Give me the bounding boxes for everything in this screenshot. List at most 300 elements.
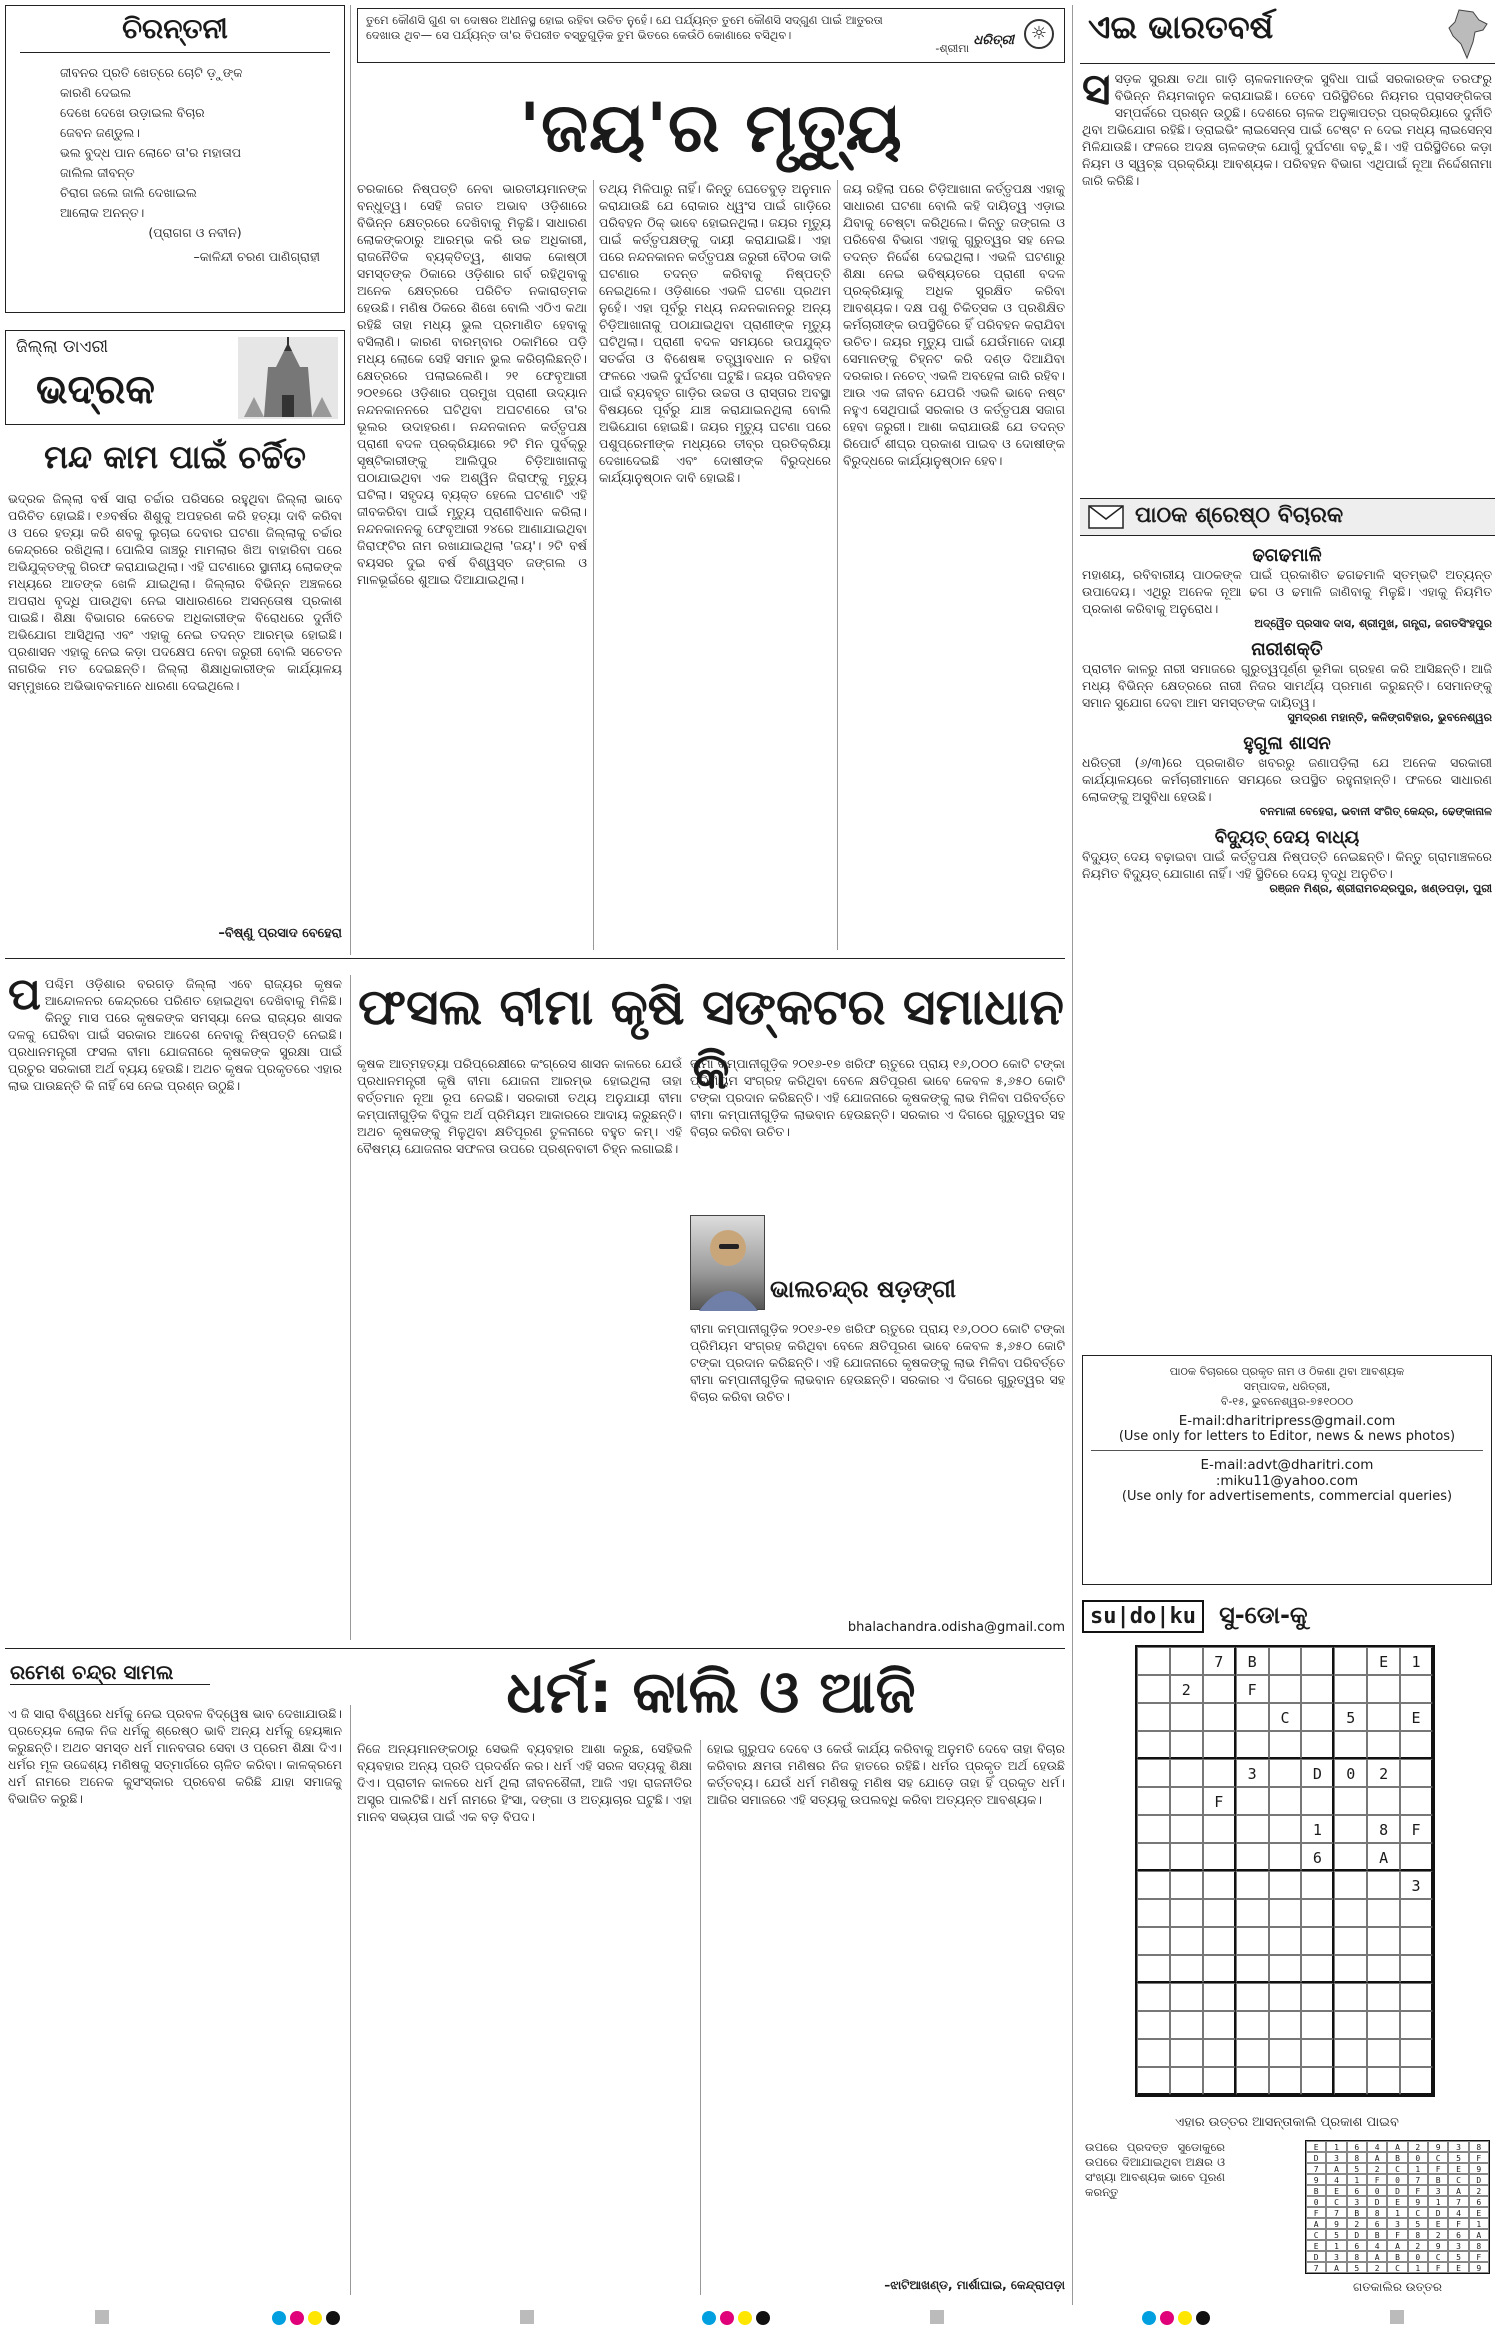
answer-cell: E	[1448, 2163, 1468, 2174]
sudoku-cell[interactable]	[1269, 2011, 1302, 2039]
top-quote-line2: ଦେଖାଉ ଥିବ— ସେ ପର୍ଯ୍ୟନ୍ତ ତା'ର ବିପରୀତ ବସ୍ତୁଗୁଡ଼ିକ ତୁମ ଭିତରେ କେଉଁଠି କୋଣାରେ ବସିଥିବ।	[366, 28, 792, 42]
sudoku-cell[interactable]	[1334, 2039, 1367, 2067]
sudoku-yesterday-label: ଗତକାଲିର ଉତ୍ତର	[1353, 2280, 1442, 2294]
answer-cell: 1	[1326, 2141, 1346, 2152]
sudoku-cell[interactable]: F	[1203, 1787, 1236, 1815]
sudoku-cell[interactable]	[1203, 1899, 1236, 1927]
sudoku-cell[interactable]	[1400, 1787, 1433, 1815]
district-diary-text: ଭଦ୍ରକ ଜିଲ୍ଲା ବର୍ଷ ସାରା ଚର୍ଚ୍ଚାର ପରିସରେ ରହୁଥିବା ଜିଲ୍ଲା ଭାବେ ପରିଚିତ ହୋଇଛି। ୧୬ବର୍ଷର ଶିଶୁକୁ ଅପହରଣ କରି ହତ୍ୟା ଦାବି କରିବା ଓ ପରେ ହତ୍ୟା କରି ଶବକୁ ଲୁଚାଇ ଦେବାର ଘଟଣା ଜିଲ୍ଲାକୁ ଚର୍ଚ୍ଚାର କେନ୍ଦ୍ରରେ ରଖିଥିଲା। ପୋଲିସ ଜାଞ୍ଚରୁ ମାମଲାର ଖିଅ ବାହାରିବା ପରେ ଅଭିଯୁକ୍ତଙ୍କୁ ଗିରଫ କରାଯାଇଥିଲା। ଏହି ଘଟଣାରେ ସ୍ଥାନୀୟ ଲୋକଙ୍କ ମଧ୍ୟରେ ଆତଙ୍କ ଖେଳି ଯାଇଥିଲା। ଜିଲ୍ଲାର ବିଭିନ୍ନ ଅଞ୍ଚଳରେ ଅପରାଧ ବୃଦ୍ଧି ପାଉଥିବା ନେଇ ସାଧାରଣରେ ଅସନ୍ତୋଷ ପ୍ରକାଶ ପାଇଛି। ଶିକ୍ଷା ବିଭାଗର କେତେକ ଅଧିକାରୀଙ୍କ ବିରୋଧରେ ଦୁର୍ନୀତି ଅଭିଯୋଗ ଆସିଥିଲା ଏବଂ ଏହାକୁ ନେଇ ତଦନ୍ତ ଆରମ୍ଭ ହୋଇଛି। ପ୍ରଶାସନ ଏହାକୁ ନେଇ କଡ଼ା ପଦକ୍ଷେପ ନେବା ଜରୁରୀ ବୋଲି ସଚେତନ ନାଗରିକ ମତ ଦେଇଛନ୍ତି। ଜିଲ୍ଲା ଶିକ୍ଷାଧିକାରୀଙ୍କ କାର୍ଯ୍ୟାଳୟ ସମ୍ମୁଖରେ ଅଭିଭାବକମାନେ ଧାରଣା ଦେଇଥିଲେ।	[8, 491, 342, 693]
answer-cell: A	[1367, 2251, 1387, 2262]
sudoku-cell[interactable]	[1334, 1899, 1367, 1927]
sudoku-cell[interactable]: 3	[1236, 1759, 1269, 1787]
sudoku-cell[interactable]	[1269, 1927, 1302, 1955]
sudoku-cell[interactable]	[1170, 2067, 1203, 2095]
sudoku-cell[interactable]	[1334, 1955, 1367, 1983]
author-photo	[690, 1215, 765, 1310]
answer-cell: C	[1428, 2251, 1448, 2262]
sudoku-cell[interactable]	[1236, 2067, 1269, 2095]
sudoku-cell[interactable]	[1137, 1759, 1170, 1787]
dharma-col2-text: ନିଜେ ଅନ୍ୟମାନଙ୍କଠାରୁ ସେଭଳି ବ୍ୟବହାର ଆଶା କରୁଛ, ସେହିଭଳି ବ୍ୟବହାର ଅନ୍ୟ ପ୍ରତି ପ୍ରଦର୍ଶନ କର। ଧର୍ମ ଏହି ସରଳ ସତ୍ୟକୁ ଶିକ୍ଷା ଦିଏ। ପ୍ରାଚୀନ କାଳରେ ଧର୍ମ ଥିଲା ଜୀବନଶୈଳୀ, ଆଜି ଏହା ରାଜନୀତିର ଅସ୍ତ୍ର ପାଲଟିଛି। ଧର୍ମ ନାମରେ ହିଂସା, ଦଙ୍ଗା ଓ ଅତ୍ୟାଚାର ଘଟୁଛି। ଏହା ମାନବ ସଭ୍ୟତା ପାଇଁ ଏକ ବଡ଼ ବିପଦ।	[357, 1741, 692, 1824]
crop-story-col3-text: ବୀମା କମ୍ପାନୀଗୁଡ଼ିକ ୨୦୧୬-୧୭ ଖରିଫ ଋତୁରେ ପ୍ରାୟ ୧୬,୦୦୦ କୋଟି ଟଙ୍କା ପ୍ରିମିୟମ ସଂଗ୍ରହ କରିଥିବା ବେଳେ କ୍ଷତିପୂରଣ ଭାବେ କେବଳ ୫,୬୫୦ କୋଟି ଟଙ୍କା ପ୍ରଦାନ କରିଛନ୍ତି। ଏହି ଯୋଜନାରେ କୃଷକଙ୍କୁ ଲାଭ ମିଳିବା ପରିବର୍ତ୍ତେ ବୀମା କମ୍ପାନୀଗୁଡ଼ିକ ଲାଭବାନ ହେଉଛନ୍ତି। ସରକାର ଏ ଦିଗରେ ଗୁରୁତ୍ୱର ସହ ବିଚାର କରିବା ଉଚିତ।	[690, 1056, 1065, 1139]
sudoku-cell[interactable]	[1334, 1927, 1367, 1955]
sudoku-cell[interactable]	[1203, 2011, 1236, 2039]
letter-body: ବିଦ୍ୟୁତ୍ ଦେୟ ବଢ଼ାଇବା ପାଇଁ କର୍ତ୍ତୃପକ୍ଷ ନିଷ୍ପତ୍ତି ନେଇଛନ୍ତି। କିନ୍ତୁ ଗ୍ରାମାଞ୍ଚଳରେ ନିୟମିତ ବିଦ୍ୟୁତ୍ ଯୋଗାଣ ନାହିଁ। ଏହି ସ୍ଥିତିରେ ଦେୟ ବୃଦ୍ଧି ଅନୁଚିତ।	[1082, 849, 1492, 881]
answer-cell: A	[1387, 2141, 1407, 2152]
sudoku-cell[interactable]	[1203, 1675, 1236, 1703]
sudoku-cell[interactable]	[1137, 2011, 1170, 2039]
sudoku-cell[interactable]	[1269, 1647, 1302, 1675]
sudoku-cell[interactable]: B	[1236, 1647, 1269, 1675]
letter-body: ଧରିତ୍ରୀ (୬/୩)ରେ ପ୍ରକାଶିତ ଖବରରୁ ଜଣାପଡ଼ିଲା ଯେ ଅନେକ ସରକାରୀ କାର୍ଯ୍ୟାଳୟରେ କର୍ମଚାରୀମାନେ ସମୟରେ ଉପସ୍ଥିତ ରହୁନାହାନ୍ତି। ଫଳରେ ସାଧାରଣ ଲୋକଙ୍କୁ ଅସୁବିଧା ହେଉଛି।	[1082, 755, 1492, 804]
sudoku-cell[interactable]	[1301, 1955, 1334, 1983]
sudoku-cell[interactable]	[1269, 1983, 1302, 2011]
sudoku-header	[1082, 1600, 1492, 1638]
sudoku-cell[interactable]	[1400, 1675, 1433, 1703]
sudoku-cell[interactable]	[1269, 1899, 1302, 1927]
letter-item	[1082, 733, 1492, 819]
letter-body: ମହାଶୟ, ରବିବାରୀୟ ପାଠକଙ୍କ ପାଇଁ ପ୍ରକାଶିତ ଢଗଢମାଳି ସ୍ତମ୍ଭଟି ଅତ୍ୟନ୍ତ ଉପାଦେୟ। ଏଥିରୁ ଅନେକ ନୂଆ ଢଗ ଓ ଢମାଳି ଜାଣିବାକୁ ମିଳୁଛି। ଏହାକୁ ନିୟମିତ ପ୍ରକାଶ କରିବାକୁ ଅନୁରୋଧ।	[1082, 567, 1492, 616]
sudoku-cell[interactable]	[1301, 1787, 1334, 1815]
answer-cell: 1	[1326, 2240, 1346, 2251]
sudoku-cell[interactable]	[1236, 1843, 1269, 1871]
registration-bar	[930, 2310, 944, 2324]
answer-cell: 4	[1326, 2174, 1346, 2185]
answer-cell: 0	[1367, 2185, 1387, 2196]
sudoku-cell[interactable]	[1301, 1731, 1334, 1759]
district-name: ଭଦ୍ରକ	[36, 367, 155, 413]
district-diary-headline: ମନ୍ଦ କାମ ପାଇଁ ଚର୍ଚ୍ଚିତ	[44, 438, 306, 476]
answer-cell: D	[1306, 2152, 1326, 2163]
sudoku-cell[interactable]: 7	[1203, 1647, 1236, 1675]
sudoku-cell[interactable]	[1269, 1815, 1302, 1843]
sudoku-cell[interactable]	[1203, 1843, 1236, 1871]
sudoku-cell[interactable]: F	[1400, 1815, 1433, 1843]
sudoku-cell[interactable]	[1269, 1955, 1302, 1983]
sudoku-cell[interactable]	[1236, 1787, 1269, 1815]
answer-cell: A	[1326, 2262, 1346, 2273]
answer-cell: 7	[1306, 2163, 1326, 2174]
dharma-col2	[357, 1740, 692, 2295]
sudoku-cell[interactable]	[1137, 1983, 1170, 2011]
poem-line: ଆଲୋକ ଅନନ୍ତ।	[60, 205, 145, 220]
chirantani-box	[5, 5, 345, 313]
sudoku-cell[interactable]	[1203, 1815, 1236, 1843]
dharma-byline: ରମେଶ ଚନ୍ଦ୍ର ସାମଲ	[10, 1660, 210, 1685]
answer-cell: 8	[1367, 2207, 1387, 2218]
registration-bar	[1390, 2310, 1404, 2324]
answer-cell: 3	[1326, 2152, 1346, 2163]
registration-dots	[700, 2310, 772, 2329]
answer-cell: 5	[1448, 2152, 1468, 2163]
sudoku-cell[interactable]	[1400, 2039, 1433, 2067]
sudoku-cell[interactable]	[1334, 1815, 1367, 1843]
sudoku-cell[interactable]	[1137, 1647, 1170, 1675]
sudoku-cell[interactable]	[1400, 1927, 1433, 1955]
sudoku-cell[interactable]	[1236, 1983, 1269, 2011]
sudoku-cell[interactable]	[1269, 1759, 1302, 1787]
sudoku-cell[interactable]	[1203, 2039, 1236, 2067]
district-diary-header	[5, 330, 345, 425]
answer-cell: 7	[1408, 2174, 1428, 2185]
lead-story-col3	[843, 180, 1065, 950]
sudoku-cell[interactable]	[1301, 2039, 1334, 2067]
answer-cell: 3	[1387, 2218, 1407, 2229]
sudoku-cell[interactable]	[1301, 1899, 1334, 1927]
sudoku-cell[interactable]	[1301, 1675, 1334, 1703]
print-registration-marks	[0, 2310, 1500, 2330]
answer-cell: A	[1306, 2218, 1326, 2229]
sudoku-cell[interactable]	[1170, 1927, 1203, 1955]
sudoku-cell[interactable]	[1170, 1871, 1203, 1899]
sudoku-cell[interactable]	[1334, 2011, 1367, 2039]
sudoku-cell[interactable]: 6	[1301, 1843, 1334, 1871]
letter-author: ଅଦ୍ୱୈତ ପ୍ରସାଦ ଦାସ, ଶ୍ରୀମୁଖ, ଗନ୍ତ୍ରା, ଜଗତସିଂହପୁର	[1254, 617, 1492, 630]
sudoku-cell[interactable]: 1	[1301, 1815, 1334, 1843]
sun-emblem-icon: ☼	[1024, 19, 1054, 49]
answer-cell: B	[1306, 2185, 1326, 2196]
sudoku-cell[interactable]	[1137, 1703, 1170, 1731]
sudoku-cell[interactable]	[1301, 1703, 1334, 1731]
sudoku-cell[interactable]	[1400, 1759, 1433, 1787]
sudoku-cell[interactable]: A	[1367, 1843, 1400, 1871]
sudoku-cell[interactable]	[1367, 1927, 1400, 1955]
answer-cell: E	[1387, 2196, 1407, 2207]
answer-cell: 9	[1408, 2196, 1428, 2207]
email-commercial[interactable]: :miku11@yahoo.com	[1215, 1473, 1359, 1489]
answer-cell: A	[1469, 2229, 1489, 2240]
answer-cell: F	[1387, 2229, 1407, 2240]
sudoku-cell[interactable]	[1367, 1787, 1400, 1815]
letter-author: ବନମାଳୀ ବେହେରା, ଭବାନୀ ସଂଗିତ୍ କେନ୍ଦ୍ର, ଢେଙ୍କାନାଳ	[1259, 805, 1492, 818]
sudoku-cell[interactable]	[1236, 1815, 1269, 1843]
answer-cell: 7	[1448, 2196, 1468, 2207]
answer-cell: 9	[1326, 2218, 1346, 2229]
email-commercial-note: (Use only for advertisements, commercial queries)	[1121, 1489, 1453, 1504]
sudoku-cell[interactable]: 2	[1170, 1675, 1203, 1703]
sudoku-cell[interactable]	[1301, 1647, 1334, 1675]
answer-cell: F	[1469, 2251, 1489, 2262]
sudoku-cell[interactable]	[1170, 1843, 1203, 1871]
email-editor-note: (Use only for letters to Editor, news & news photos)	[1118, 1429, 1456, 1444]
sudoku-cell[interactable]: 3	[1400, 1871, 1433, 1899]
sudoku-cell[interactable]	[1334, 1731, 1367, 1759]
sudoku-cell[interactable]	[1367, 1955, 1400, 1983]
sudoku-cell[interactable]	[1367, 2011, 1400, 2039]
answer-cell: B	[1347, 2207, 1367, 2218]
answer-cell: 9	[1428, 2141, 1448, 2152]
answer-cell: 1	[1408, 2262, 1428, 2273]
sudoku-cell[interactable]	[1269, 1871, 1302, 1899]
answer-cell: B	[1428, 2174, 1448, 2185]
answer-cell: 4	[1367, 2240, 1387, 2251]
sudoku-cell[interactable]	[1334, 1983, 1367, 2011]
sudoku-cell[interactable]	[1236, 1703, 1269, 1731]
sudoku-cell[interactable]: 2	[1367, 1759, 1400, 1787]
answer-cell: 5	[1326, 2229, 1346, 2240]
answer-cell: 3	[1448, 2240, 1468, 2251]
sudoku-cell[interactable]	[1301, 2067, 1334, 2095]
letter-author: ରଞ୍ଜନ ମିଶ୍ର, ଶ୍ରୀରାମଚନ୍ଦ୍ରପୁର, ଖଣ୍ଡପଡ଼ା, ପୁରୀ	[1269, 882, 1492, 895]
sudoku-cell[interactable]: F	[1236, 1675, 1269, 1703]
sudoku-cell[interactable]	[1137, 1787, 1170, 1815]
answer-cell: 0	[1387, 2174, 1407, 2185]
sudoku-cell[interactable]	[1137, 2067, 1170, 2095]
answer-cell: C	[1428, 2152, 1448, 2163]
envelope-icon	[1088, 505, 1124, 533]
crop-story-col2	[357, 1055, 682, 1640]
contact-line: ସମ୍ପାଦକ, ଧରିତ୍ରୀ,	[1243, 1380, 1331, 1393]
sudoku-cell[interactable]	[1137, 1955, 1170, 1983]
poem-line: ଜୀବନର ପ୍ରତି ଖେତ୍ରେ ଚୋଟି ଡ଼ୁଙ୍କ	[60, 65, 243, 80]
contact-line: ପାଠକ ବିଚାରରେ ପ୍ରକୃତ ନାମ ଓ ଠିକଣା ଥିବା ଆବଶ୍ୟକ	[1169, 1365, 1405, 1378]
sudoku-cell[interactable]	[1170, 1955, 1203, 1983]
sudoku-cell[interactable]	[1367, 1675, 1400, 1703]
answer-cell: 6	[1347, 2240, 1367, 2251]
letter-item	[1082, 827, 1492, 896]
answer-cell: 4	[1448, 2207, 1468, 2218]
sudoku-cell[interactable]	[1170, 2039, 1203, 2067]
answer-cell: B	[1387, 2152, 1407, 2163]
answer-cell: C	[1387, 2262, 1407, 2273]
letters-list	[1082, 545, 1492, 1345]
answer-cell: A	[1387, 2240, 1407, 2251]
crop-story-headline: ଫସଲ ବୀମା କୃଷି ସଙ୍କଟର ସମାଧାନ କି	[358, 978, 1064, 1100]
sudoku-cell[interactable]	[1203, 1703, 1236, 1731]
answer-cell: 9	[1428, 2240, 1448, 2251]
sudoku-instructions-text: ଉପରେ ପ୍ରଦତ୍ତ ସୁଡୋକୁରେ ଉପରେ ଦିଆଯାଇଥିବା ଅକ୍ଷର ଓ ସଂଖ୍ୟା ଆବଶ୍ୟକ ଭାବେ ପୂରଣ କରନ୍ତୁ	[1085, 2140, 1225, 2199]
sudoku-cell[interactable]: 5	[1334, 1703, 1367, 1731]
sudoku-cell[interactable]	[1170, 1899, 1203, 1927]
answer-cell: F	[1469, 2152, 1489, 2163]
sudoku-cell[interactable]	[1170, 1731, 1203, 1759]
sudoku-cell[interactable]	[1334, 1843, 1367, 1871]
sudoku-cell[interactable]	[1203, 1927, 1236, 1955]
answer-cell: 1	[1428, 2196, 1448, 2207]
contact-box	[1082, 1355, 1492, 1585]
sudoku-cell[interactable]	[1400, 1843, 1433, 1871]
sudoku-cell[interactable]	[1137, 1899, 1170, 1927]
sudoku-cell[interactable]	[1203, 2067, 1236, 2095]
sudoku-cell[interactable]	[1367, 1731, 1400, 1759]
letter-title: ଢଗଢମାଳି	[1252, 545, 1322, 566]
sudoku-cell[interactable]	[1400, 2067, 1433, 2095]
sudoku-cell[interactable]: E	[1367, 1647, 1400, 1675]
sudoku-cell[interactable]	[1137, 1731, 1170, 1759]
answer-cell: F	[1306, 2207, 1326, 2218]
answer-cell: C	[1408, 2207, 1428, 2218]
answer-cell: F	[1367, 2174, 1387, 2185]
sudoku-cell[interactable]	[1334, 1787, 1367, 1815]
sudoku-cell[interactable]	[1334, 2067, 1367, 2095]
lead-story-col1	[357, 180, 587, 950]
email-advt[interactable]: E-mail:advt@dharitri.com	[1200, 1457, 1374, 1473]
answer-cell: E	[1306, 2141, 1326, 2152]
divider	[1091, 1450, 1483, 1451]
answer-cell: F	[1448, 2218, 1468, 2229]
answer-cell: 8	[1408, 2229, 1428, 2240]
sudoku-cell[interactable]	[1269, 1675, 1302, 1703]
sudoku-cell[interactable]	[1170, 1647, 1203, 1675]
sudoku-cell[interactable]	[1400, 2011, 1433, 2039]
registration-bar	[95, 2310, 109, 2324]
district-diary-label: ଜିଲ୍ଲା ଡାଏରୀ	[16, 337, 109, 357]
answer-cell: 8	[1469, 2141, 1489, 2152]
sudoku-cell[interactable]: 8	[1367, 1815, 1400, 1843]
sudoku-cell[interactable]	[1236, 2039, 1269, 2067]
sudoku-cell[interactable]	[1400, 1983, 1433, 2011]
poem-line: ଦେଖେ ଦେଖେ ଉଡ଼ାଇଲ ବିଚାର	[60, 105, 205, 120]
crop-story-col2-text: କୃଷକ ଆତ୍ମହତ୍ୟା ପରିପ୍ରେକ୍ଷୀରେ କଂଗ୍ରେସ ଶାସନ କାଳରେ ଯେଉଁ ପ୍ରଧାନମନ୍ତ୍ରୀ କୃଷି ବୀମା ଯୋଜନା ଆରମ୍ଭ ହୋଇଥିଲା ତାହା ବର୍ତ୍ତମାନ ନୂଆ ରୂପ ନେଇଛି। ସରକାରୀ ତଥ୍ୟ ଅନୁଯାୟୀ ବୀମା କମ୍ପାନୀଗୁଡ଼ିକ ବିପୁଳ ଅର୍ଥ ପ୍ରିମିୟମ ଆକାରରେ ଆଦାୟ କରୁଛନ୍ତି। ଅଥଚ କୃଷକଙ୍କୁ ମିଳୁଥିବା କ୍ଷତିପୂରଣ ତୁଳନାରେ ବହୁତ କମ୍। ଏହି ବୈଷମ୍ୟ ଯୋଜନାର ସଫଳତା ଉପରେ ପ୍ରଶ୍ନବାଚୀ ଚିହ୍ନ ଲଗାଇଛି।	[357, 1056, 682, 1156]
top-quote-line1: ତୁମେ କୌଣସି ଗୁଣ ବା ଦୋଷର ଅଧୀନସ୍ଥ ହୋଇ ରହିବା ଉଚିତ ନୁହେଁ। ଯେ ପର୍ଯ୍ୟନ୍ତ ତୁମେ କୌଣସି ସଦ୍ଗୁଣ ପାଇଁ ଆତୁରତା	[366, 13, 883, 27]
poem-line: ଜାଲିଲ ଜୀବନ୍ତ	[60, 165, 135, 180]
answer-cell: E	[1448, 2262, 1468, 2273]
answer-cell: 6	[1448, 2229, 1468, 2240]
sudoku-cell[interactable]	[1137, 1843, 1170, 1871]
sudoku-cell[interactable]	[1137, 2039, 1170, 2067]
sudoku-cell[interactable]	[1269, 2039, 1302, 2067]
dharma-col3-text: ହୋଇ ଗୁରୁପଦ ଦେବେ ଓ କେଉଁ କାର୍ଯ୍ୟ କରିବାକୁ ଅନୁମତି ଦେବେ ତାହା ବିଚାର କରିବାର କ୍ଷମତା ମଣିଷର ନିଜ ହାତରେ ରହିଛି। ଧର୍ମର ପ୍ରକୃତ ଅର୍ଥ ହେଉଛି କର୍ତ୍ତବ୍ୟ। ଯେଉଁ ଧର୍ମ ମଣିଷକୁ ମଣିଷ ସହ ଯୋଡ଼େ ତାହା ହିଁ ପ୍ରକୃତ ଧର୍ମ। ଆଜିର ସମାଜରେ ଏହି ସତ୍ୟକୁ ଉପଲବ୍ଧି କରିବା ଅତ୍ୟନ୍ତ ଆବଶ୍ୟକ।	[707, 1741, 1065, 1807]
answer-cell: 2	[1469, 2185, 1489, 2196]
crop-story-col1-text: ପଶ୍ଚିମ ଓଡ଼ିଶାର ବରଗଡ଼ ଜିଲ୍ଲା ଏବେ ରାଜ୍ୟର କୃଷକ ଆନ୍ଦୋଳନର କେନ୍ଦ୍ରରେ ପରିଣତ ହୋଇଥିବା ଦେଖିବାକୁ ମିଳିଛି। କିନ୍ତୁ ମାସ ପରେ କୃଷକଙ୍କ ସମସ୍ୟା ନେଇ ରାଜ୍ୟର ଶାସକ ଦଳକୁ ଘେରିବା ପାଇଁ ସରକାର ଆଦେଶ ନେବାକୁ ନିଷ୍ପତ୍ତି ନେଇଛି। ପ୍ରଧାନମନ୍ତ୍ରୀ ଫସଲ ବୀମା ଯୋଜନାରେ କୃଷକଙ୍କ ସୁରକ୍ଷା ପାଇଁ ପ୍ରଚୁର ସରକାରୀ ଅର୍ଥ ବ୍ୟୟ ହେଉଛି। ଅଥଚ କୃଷକ ପ୍ରକୃତରେ ଏହାର ଲାଭ ପାଉଛନ୍ତି କି ନାହିଁ ସେ ନେଇ ପ୍ରଶ୍ନ ଉଠୁଛି।	[8, 976, 342, 1093]
sudoku-cell[interactable]	[1269, 1731, 1302, 1759]
chirantani-author: –କାଳିନ୍ଦୀ ଚରଣ ପାଣିଗ୍ରାହୀ	[193, 249, 320, 264]
letter-item	[1082, 545, 1492, 631]
answer-cell: 2	[1347, 2218, 1367, 2229]
dropcap: ପ	[8, 975, 41, 1020]
sudoku-cell[interactable]	[1137, 1675, 1170, 1703]
column-divider	[350, 975, 351, 1640]
sudoku-cell[interactable]	[1170, 1815, 1203, 1843]
sudoku-cell[interactable]	[1137, 1871, 1170, 1899]
answer-cell: 6	[1367, 2218, 1387, 2229]
sudoku-cell[interactable]	[1137, 1927, 1170, 1955]
answer-cell: F	[1428, 2163, 1448, 2174]
sudoku-cell[interactable]	[1236, 1731, 1269, 1759]
sudoku-cell[interactable]	[1367, 2039, 1400, 2067]
sudoku-cell[interactable]	[1301, 1871, 1334, 1899]
column-divider	[837, 180, 838, 950]
answer-cell: D	[1367, 2196, 1387, 2207]
answer-cell: 5	[1347, 2262, 1367, 2273]
answer-cell: D	[1469, 2174, 1489, 2185]
sudoku-cell[interactable]	[1236, 2011, 1269, 2039]
answer-cell: B	[1367, 2229, 1387, 2240]
sudoku-cell[interactable]	[1367, 2067, 1400, 2095]
answer-cell: 1	[1387, 2207, 1407, 2218]
letter-item	[1082, 639, 1492, 725]
bharat-body	[1082, 70, 1492, 490]
sudoku-cell[interactable]	[1236, 1927, 1269, 1955]
sudoku-cell[interactable]	[1137, 1815, 1170, 1843]
sudoku-cell[interactable]	[1170, 2011, 1203, 2039]
poem-line: ଜେବନ ଜଣ୍ଡୁଲ।	[60, 125, 140, 140]
sudoku-cell[interactable]: 0	[1334, 1759, 1367, 1787]
sudoku-cell[interactable]	[1367, 1871, 1400, 1899]
sudoku-cell[interactable]	[1334, 1675, 1367, 1703]
sudoku-cell[interactable]	[1236, 1871, 1269, 1899]
answer-cell: 1	[1469, 2218, 1489, 2229]
sudoku-cell[interactable]: E	[1400, 1703, 1433, 1731]
answer-cell: E	[1469, 2207, 1489, 2218]
dharma-headline: ଧର୍ମ: କାଲି ଓ ଆଜି	[506, 1658, 916, 1726]
column-divider	[350, 5, 351, 955]
column-divider	[350, 1705, 351, 2295]
sudoku-cell[interactable]	[1269, 1843, 1302, 1871]
sudoku-cell[interactable]	[1203, 1983, 1236, 2011]
answer-cell: 4	[1367, 2141, 1387, 2152]
reader-header	[1080, 498, 1495, 536]
sudoku-cell[interactable]	[1236, 1899, 1269, 1927]
sudoku-cell[interactable]	[1170, 1983, 1203, 2011]
answer-cell: 7	[1326, 2207, 1346, 2218]
sudoku-cell[interactable]	[1203, 1759, 1236, 1787]
crop-story-col3	[690, 1055, 1065, 1205]
sudoku-cell[interactable]	[1367, 1983, 1400, 2011]
sudoku-cell[interactable]	[1301, 1983, 1334, 2011]
sudoku-cell[interactable]	[1301, 2011, 1334, 2039]
sudoku-cell[interactable]: D	[1301, 1759, 1334, 1787]
letter-body: ପ୍ରାଚୀନ କାଳରୁ ନାରୀ ସମାଜରେ ଗୁରୁତ୍ୱପୂର୍ଣ୍ଣ ଭୂମିକା ଗ୍ରହଣ କରି ଆସିଛନ୍ତି। ଆଜି ମଧ୍ୟ ବିଭିନ୍ନ କ୍ଷେତ୍ରରେ ନାରୀ ନିଜର ସାମର୍ଥ୍ୟ ପ୍ରମାଣ କରୁଛନ୍ତି। ସେମାନଙ୍କୁ ସମାନ ସୁଯୋଗ ଦେବା ଆମ ସମସ୍ତଙ୍କ ଦାୟିତ୍ୱ।	[1082, 661, 1492, 710]
answer-cell: 6	[1347, 2185, 1367, 2196]
sudoku-cell[interactable]: C	[1269, 1703, 1302, 1731]
answer-cell: 6	[1347, 2141, 1367, 2152]
sudoku-cell[interactable]	[1269, 1787, 1302, 1815]
district-diary-body	[8, 490, 342, 920]
answer-cell: 3	[1326, 2251, 1346, 2262]
answer-cell: A	[1448, 2185, 1468, 2196]
letter-title: ହୁଗୁଳା ଶାସନ	[1243, 733, 1331, 754]
answer-cell: A	[1367, 2152, 1387, 2163]
sudoku-cell[interactable]	[1236, 1955, 1269, 1983]
sudoku-cell[interactable]: 1	[1400, 1647, 1433, 1675]
column-divider	[1072, 5, 1073, 2305]
answer-cell: 5	[1448, 2251, 1468, 2262]
sudoku-cell[interactable]	[1170, 1759, 1203, 1787]
dharma-col1	[8, 1705, 342, 2295]
section-divider	[5, 958, 1065, 959]
sudoku-cell[interactable]	[1170, 1787, 1203, 1815]
sudoku-cell[interactable]	[1170, 1703, 1203, 1731]
reader-label: ପାଠକ ଶ୍ରେଷ୍ଠ ବିଚାରକ	[1135, 503, 1344, 528]
sudoku-cell[interactable]	[1334, 1647, 1367, 1675]
letter-title: ବିଦ୍ୟୁତ୍ ଦେୟ ବାଧ୍ୟ	[1214, 827, 1360, 848]
letter-title: ନାରୀଶକ୍ତି	[1251, 639, 1323, 660]
district-diary-author: –ବିଷ୍ଣୁ ପ୍ରସାଦ ବେହେରା	[218, 926, 342, 941]
sudoku-cell[interactable]	[1400, 1955, 1433, 1983]
sudoku-cell[interactable]	[1367, 1703, 1400, 1731]
sudoku-cell[interactable]	[1203, 1955, 1236, 1983]
registration-dots	[1140, 2310, 1212, 2329]
paper-logo: ଧରିତ୍ରୀ	[973, 33, 1014, 48]
email-editor[interactable]: E-mail:dharitripress@gmail.com	[1178, 1413, 1396, 1429]
dharma-col1-text: ଏ ଜି ସାରା ବିଶ୍ୱରେ ଧର୍ମକୁ ନେଇ ପ୍ରବଳ ବିଦ୍ୱେଷ ଭାବ ଦେଖାଯାଉଛି। ପ୍ରତ୍ୟେକ ଲୋକ ନିଜ ଧର୍ମକୁ ଶ୍ରେଷ୍ଠ ଭାବି ଅନ୍ୟ ଧର୍ମକୁ ହେୟଜ୍ଞାନ କରୁଛନ୍ତି। ଅଥଚ ସମସ୍ତ ଧର୍ମ ମାନବତାର ସେବା ଓ ପ୍ରେମ ଶିକ୍ଷା ଦିଏ। ଧର୍ମର ମୂଳ ଉଦ୍ଦେଶ୍ୟ ମଣିଷକୁ ସତ୍‌ମାର୍ଗରେ ଚାଳିତ କରିବା। କାଳକ୍ରମେ ଧର୍ମ ନାମରେ ଅନେକ କୁସଂସ୍କାର ପ୍ରବେଶ କରିଛି ଯାହା ସମାଜକୁ ବିଭାଜିତ କରୁଛି।	[8, 1706, 342, 1806]
sudoku-cell[interactable]	[1400, 1899, 1433, 1927]
answer-cell: 8	[1347, 2152, 1367, 2163]
sudoku-cell[interactable]	[1400, 1731, 1433, 1759]
chirantani-poem	[20, 63, 330, 243]
sudoku-cell[interactable]	[1203, 1871, 1236, 1899]
crop-story-col1	[8, 975, 342, 1640]
sudoku-cell[interactable]	[1269, 2067, 1302, 2095]
answer-cell: C	[1306, 2229, 1326, 2240]
sudoku-cell[interactable]	[1301, 1927, 1334, 1955]
sudoku-cell[interactable]	[1334, 1871, 1367, 1899]
sudoku-cell[interactable]	[1367, 1899, 1400, 1927]
answer-cell: 3	[1347, 2196, 1367, 2207]
top-quote-box	[357, 8, 1065, 63]
sudoku-cell[interactable]	[1203, 1731, 1236, 1759]
answer-cell: E	[1326, 2185, 1346, 2196]
